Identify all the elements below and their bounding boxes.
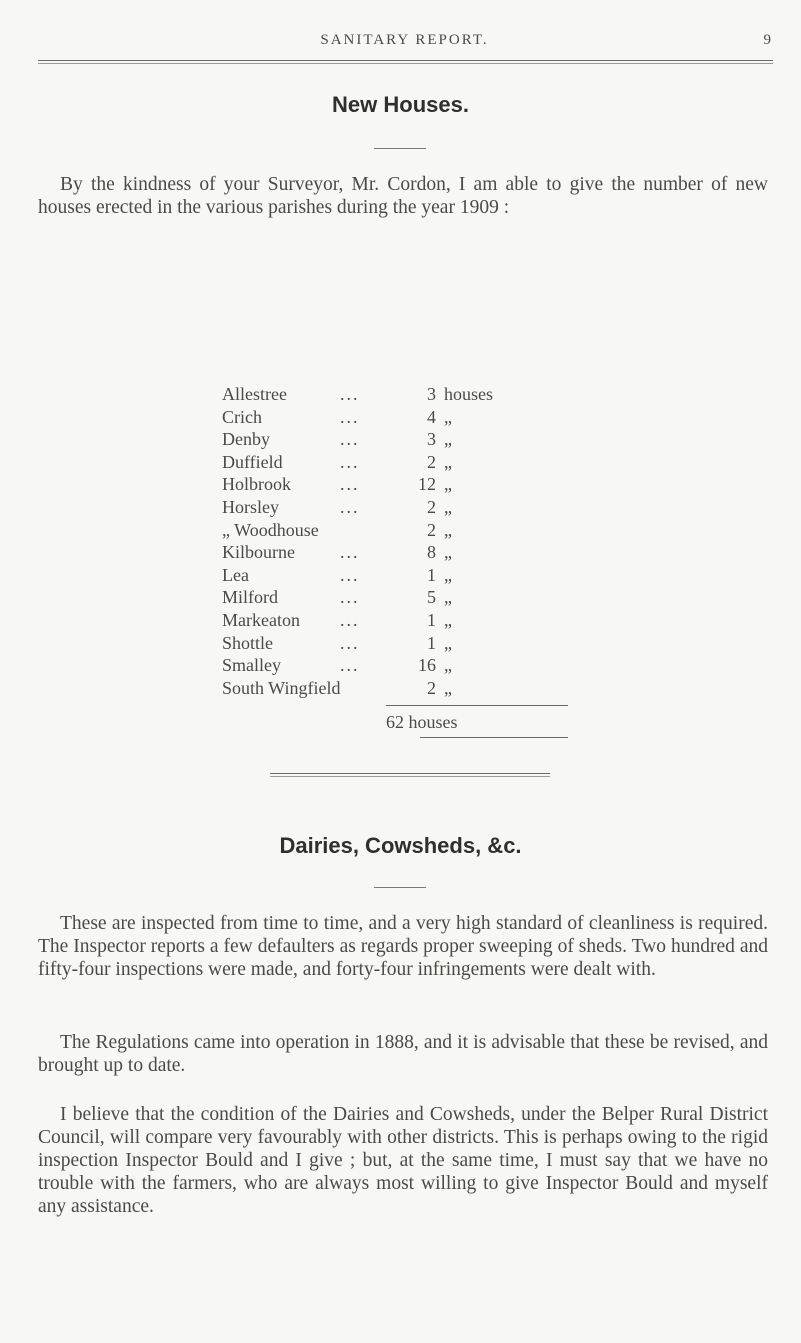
table-row (222, 473, 622, 496)
parish-name: Markeaton (222, 609, 300, 630)
leader-dots: ... (340, 429, 360, 450)
count-unit: „ (444, 677, 452, 698)
section-divider-secondary (270, 776, 550, 777)
dairies-paragraph-3: I believe that the condition of the Dairies and Cowsheds, under the Belper Rural District Council, will compare very favourably with other districts. This is perhaps owing to the rigid inspection Inspector Bould and I give ; but, at the same time, I must say that we have no trouble with the farmers, who are always most willing to give Inspector Bould and myself any assistance. (38, 1104, 768, 1217)
leader-dots: ... (340, 632, 360, 653)
house-count: 1 (427, 609, 436, 630)
table-row (222, 428, 622, 451)
house-count: 2 (427, 451, 436, 472)
dairies-paragraph-2: The Regulations came into operation in 1888, and it is advisable that these be revised, and brought up to date. (38, 1032, 768, 1076)
parish-name: Shottle (222, 632, 274, 653)
table-row (222, 519, 622, 542)
house-count: 2 (427, 496, 436, 517)
leader-dots: ... (340, 474, 360, 495)
table-row (222, 451, 622, 474)
house-count: 1 (427, 564, 436, 585)
leader-dots: ... (340, 542, 360, 563)
page-number: 9 (763, 32, 771, 48)
count-unit: houses (444, 384, 493, 404)
parish-name: Lea (222, 564, 249, 585)
new-houses-heading: New Houses. (332, 92, 469, 117)
parish-name: Duffield (222, 451, 283, 472)
header-rule-secondary (38, 63, 773, 64)
table-row (222, 541, 622, 564)
house-count: 12 (418, 474, 436, 495)
count-unit: „ (444, 451, 452, 472)
count-unit: „ (444, 587, 452, 608)
table-row (222, 564, 622, 587)
count-unit: „ (444, 609, 452, 630)
table-row (222, 586, 622, 609)
dairies-heading: Dairies, Cowsheds, &c. (279, 833, 522, 858)
heading-divider-2 (374, 887, 426, 888)
parish-name: Smalley (222, 655, 281, 676)
table-row (222, 677, 622, 700)
leader-dots: ... (340, 384, 360, 404)
parish-name: „ Woodhouse (222, 519, 319, 540)
house-count: 1 (427, 632, 436, 653)
houses-table (222, 383, 622, 699)
leader-dots: ... (340, 451, 360, 472)
total-rule-lower (420, 737, 568, 738)
count-unit: „ (444, 564, 452, 585)
house-count: 16 (418, 655, 436, 676)
house-count: 3 (427, 429, 436, 450)
count-unit: „ (444, 632, 452, 653)
count-unit: „ (444, 496, 452, 517)
parish-name: Kilbourne (222, 542, 295, 563)
running-head-title: SANITARY REPORT. (320, 32, 489, 48)
count-unit: „ (444, 542, 452, 563)
total-rule-upper (386, 705, 568, 706)
house-count: 2 (427, 677, 436, 698)
count-unit: „ (444, 474, 452, 495)
new-houses-intro: By the kindness of your Surveyor, Mr. Cordon, I am able to give the number of new houses erected in the various parishes during the year 1909 : (38, 174, 768, 218)
table-row (222, 406, 622, 429)
count-unit: „ (444, 429, 452, 450)
table-row (222, 654, 622, 677)
leader-dots: ... (340, 406, 360, 427)
house-count: 8 (427, 542, 436, 563)
count-unit: „ (444, 519, 452, 540)
count-unit: „ (444, 406, 452, 427)
table-row (222, 496, 622, 519)
leader-dots: ... (340, 609, 360, 630)
parish-name: Crich (222, 406, 262, 427)
dairies-paragraph-1: These are inspected from time to time, and a very high standard of cleanliness is required. The Inspector reports a few defaulters as regards proper sweeping of sheds. Two hundred and fifty-four inspections were made, and forty-four infringements were dealt with. (38, 913, 768, 980)
houses-total: 62 houses (386, 712, 458, 732)
section-divider (270, 773, 550, 774)
leader-dots: ... (340, 655, 360, 676)
parish-name: Horsley (222, 496, 279, 517)
table-row (222, 632, 622, 655)
parish-name: Milford (222, 587, 278, 608)
leader-dots: ... (340, 496, 360, 517)
table-row (222, 383, 622, 406)
heading-divider (374, 148, 426, 149)
count-unit: „ (444, 655, 452, 676)
table-row (222, 609, 622, 632)
house-count: 4 (427, 406, 436, 427)
house-count: 3 (427, 384, 436, 404)
parish-name: Allestree (222, 384, 287, 404)
house-count: 5 (427, 587, 436, 608)
parish-name: Holbrook (222, 474, 291, 495)
running-head (38, 32, 771, 56)
leader-dots: ... (340, 587, 360, 608)
header-rule (38, 60, 773, 61)
house-count: 2 (427, 519, 436, 540)
leader-dots: ... (340, 564, 360, 585)
parish-name: South Wingfield (222, 677, 341, 698)
parish-name: Denby (222, 429, 270, 450)
